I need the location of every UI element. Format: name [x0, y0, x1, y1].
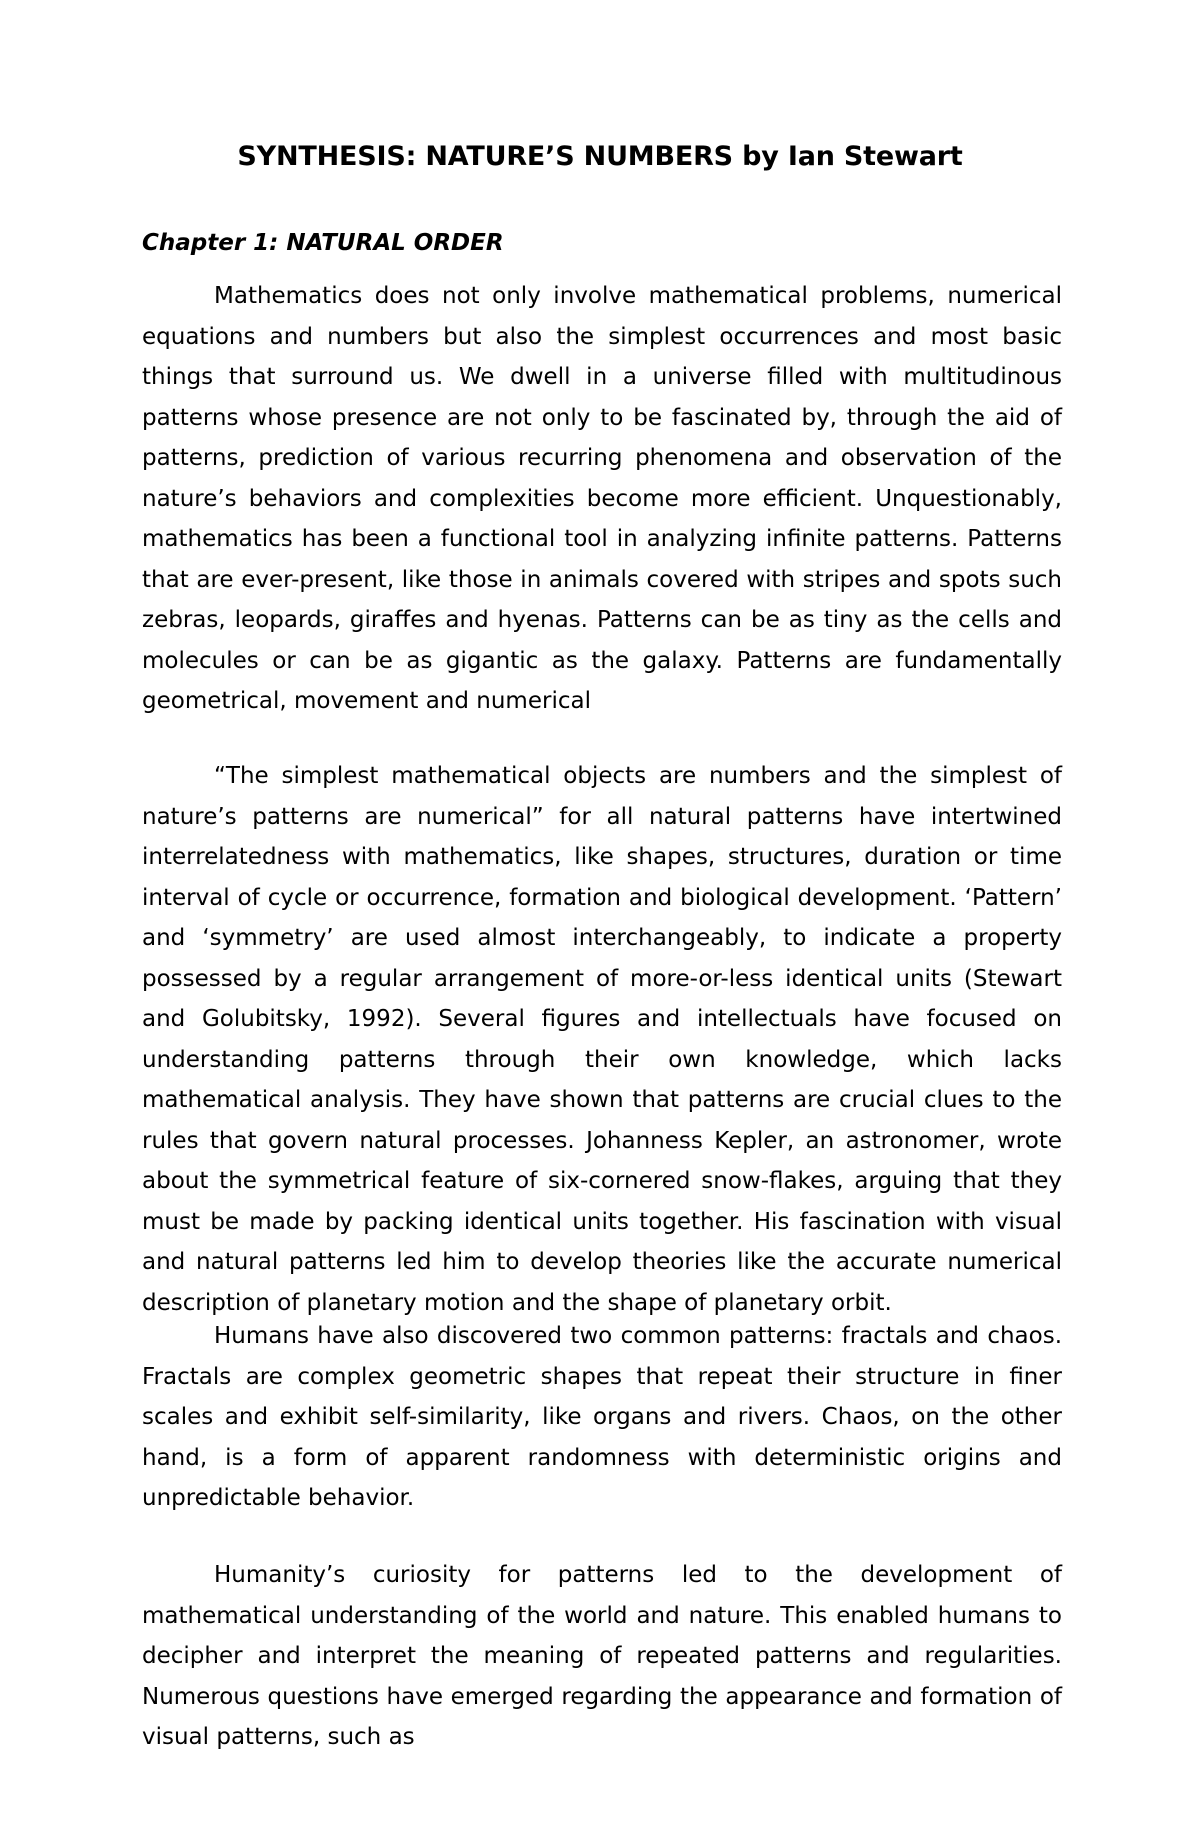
paragraph: “The simplest mathematical objects are numbers and the simplest of nature’s patterns are numerical” for all natural patterns have intertwined interrelatedness with mathematics, like shapes, structures, duration or time interval of cycle or occurrence, formation and biological development. ‘Pattern’ and ‘symmetry’ are used almost interchangeably, to indicate a property possessed by a regular arrangement of more-or-less identical units (Stewart and Golubitsky, 1992). Several figures and intellectuals have focused on understanding patterns through their own knowledge, which lacks mathematical analysis. They have shown that patterns are crucial clues to the rules that govern natural processes. Johanness Kepler, an astronomer, wrote about the symmetrical feature of six-cornered snow-flakes, arguing that they must be made by packing identical units together. His fascination with visual and natural patterns led him to develop theories like the accurate numerical description of planetary motion and the shape of planetary orbit. — [142, 763, 1062, 1316]
paragraph: Mathematics does not only involve mathematical problems, numerical equations and numbers but also the simplest occurrences and most basic things that surround us. We dwell in a universe filled with multitudinous patterns whose presence are not only to be fascinated by, through the aid of patterns, prediction of various recurring phenomena and observation of the nature’s behaviors and complexities become more efficient. Unquestionably, mathematics has been a functional tool in analyzing infinite patterns. Patterns that are ever-present, like those in animals covered with stripes and spots such zebras, leopards, giraffes and hyenas. Patterns can be as tiny as the cells and molecules or can be as gigantic as the galaxy. Patterns are fundamentally geometrical, movement and numerical — [142, 283, 1062, 714]
document-title: SYNTHESIS: NATURE’S NUMBERS by Ian Stewart — [237, 141, 963, 172]
chapter-heading: Chapter 1: NATURAL ORDER — [142, 230, 504, 256]
paragraph: Humanity’s curiosity for patterns led to the development of mathematical understanding of the world and nature. This enabled humans to decipher and interpret the meaning of repeated patterns and regularities. Numerous questions have emerged regarding the appearance and formation of visual patterns, such as — [142, 1562, 1062, 1750]
paragraph: Humans have also discovered two common patterns: fractals and chaos. Fractals are complex geometric shapes that repeat their structure in finer scales and exhibit self-similarity, like organs and rivers. Chaos, on the other hand, is a form of apparent randomness with deterministic origins and unpredictable behavior. — [142, 1323, 1062, 1511]
